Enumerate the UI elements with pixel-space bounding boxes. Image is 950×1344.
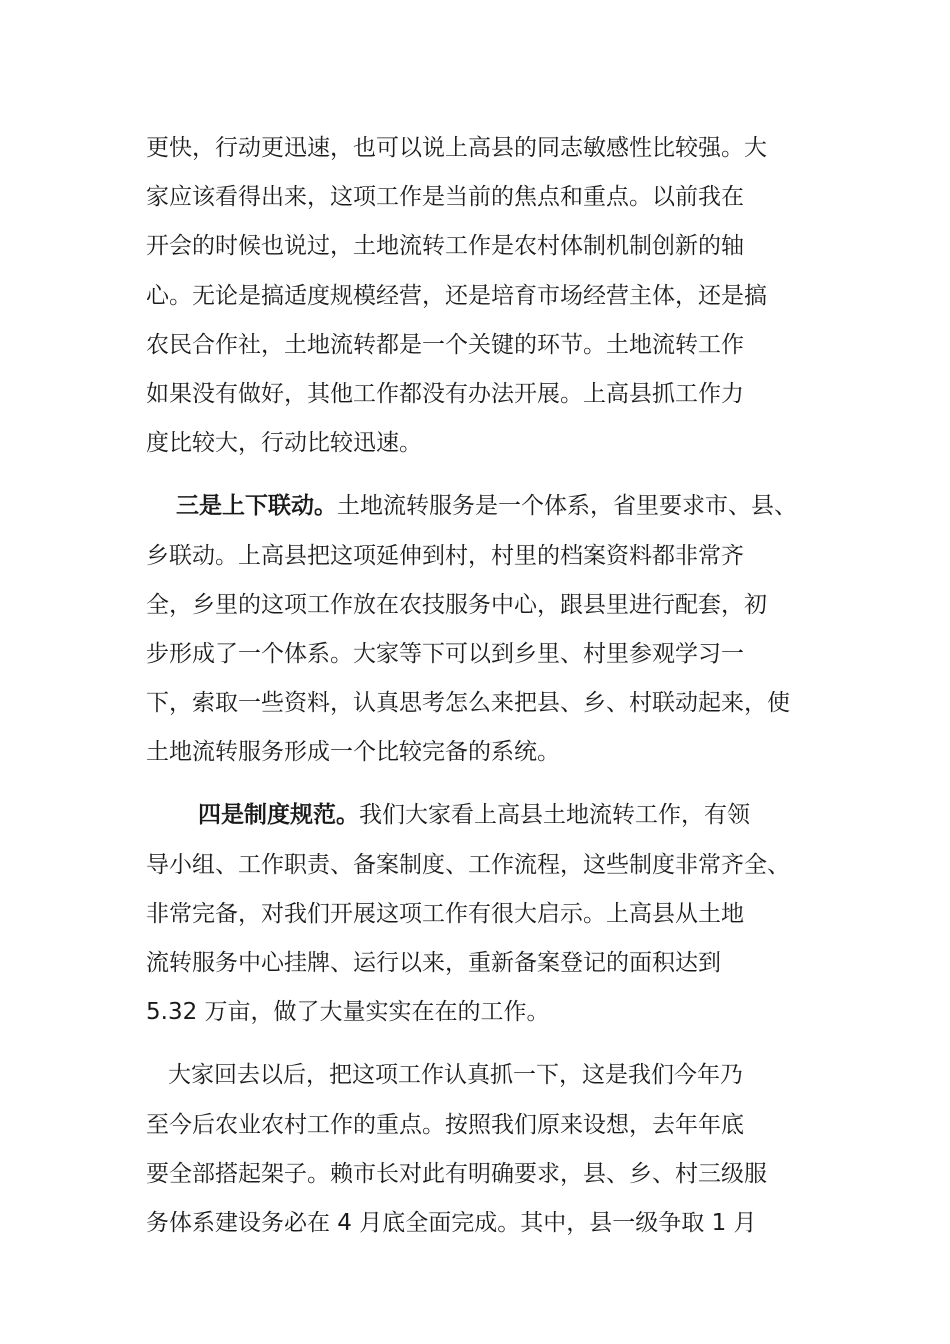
text-line: 家应该看得出来，这项工作是当前的焦点和重点。以前我在 — [146, 184, 744, 211]
text-line: 导小组、工作职责、备案制度、工作流程，这些制度非常齐全、 — [146, 851, 790, 878]
text-line: 非常完备，对我们开展这项工作有很大启示。上高县从土地 — [146, 900, 744, 927]
paragraph-4 — [146, 1051, 810, 1248]
text-line: 下，索取一些资料，认真思考怎么来把县、乡、村联动起来，使 — [146, 690, 790, 717]
paragraph-2 — [146, 482, 810, 777]
text-line — [146, 482, 810, 531]
text-line: 农民合作社，土地流转都是一个关键的环节。土地流转工作 — [146, 331, 744, 358]
text-line: 至今后农业农村工作的重点。按照我们原来设想，去年年底 — [146, 1111, 744, 1138]
text-line: 全，乡里的这项工作放在农技服务中心，跟县里进行配套，初 — [146, 591, 767, 618]
text-line: 土地流转服务形成一个比较完备的系统。 — [146, 739, 560, 766]
text-line: 开会的时候也说过，土地流转工作是农村体制机制创新的轴 — [146, 233, 744, 260]
text-line: 度比较大，行动比较迅速。 — [146, 430, 422, 457]
text-line: 乡联动。上高县把这项延伸到村，村里的档案资料都非常齐 — [146, 542, 744, 569]
paragraph-3 — [146, 791, 810, 1037]
paragraph-1 — [146, 124, 810, 468]
section-heading: 四是制度规范。 — [198, 802, 359, 829]
text-line — [146, 791, 810, 840]
text-line: 步形成了一个体系。大家等下可以到乡里、村里参观学习一 — [146, 640, 744, 667]
text-line: 更快，行动更迅速，也可以说上高县的同志敏感性比较强。大 — [146, 135, 767, 161]
text-line: 如果没有做好，其他工作都没有办法开展。上高县抓工作力 — [146, 380, 744, 407]
text-line: 大家回去以后，把这项工作认真抓一下，这是我们今年乃 — [168, 1062, 743, 1089]
document-body — [146, 124, 810, 1248]
text-line: 要全部搭起架子。赖市长对此有明确要求，县、乡、村三级服 — [146, 1160, 767, 1187]
text-line: 心。无论是搞适度规模经营，还是培育市场经营主体，还是搞 — [146, 282, 767, 309]
text-run: 土地流转服务是一个体系，省里要求市、县、 — [337, 493, 797, 520]
text-line: 5.32 万亩，做了大量实实在在的工作。 — [146, 999, 550, 1026]
text-line: 流转服务中心挂牌、运行以来，重新备案登记的面积达到 — [146, 950, 721, 976]
text-line: 务体系建设务必在 4 月底全面完成。其中，县一级争取 1 月 — [146, 1209, 757, 1236]
section-heading: 三是上下联动。 — [176, 493, 337, 520]
text-run: 我们大家看上高县土地流转工作，有领 — [359, 802, 750, 829]
